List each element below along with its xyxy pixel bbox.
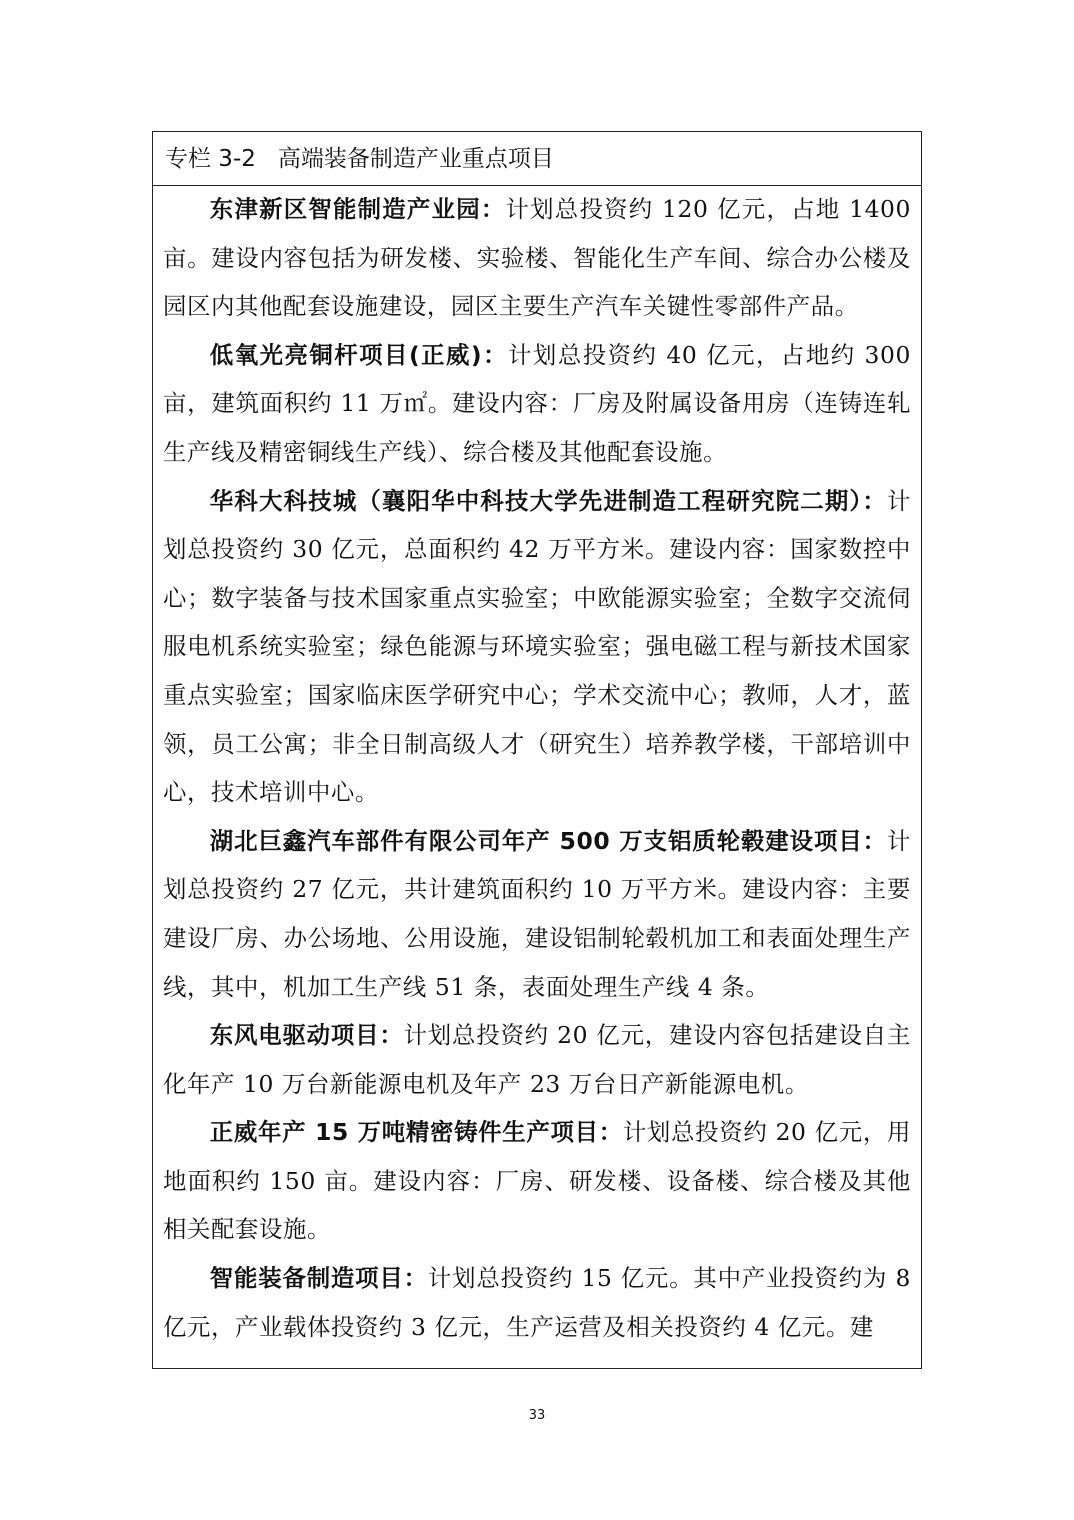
project-description: 计划总投资约 30 亿元，总面积约 42 万平方米。建设内容：国家数控中心；数字装备与技术国家重点实验室；中欧能源实验室；全数字交流伺服电机系统实验室；绿色能源与环境实验室；强电磁工程与新技术国家重点实验室；国家临床医学研究中心；学术交流中心；教师，人才，蓝领，员工公寓；非全日制高级人才（研究生）培养教学楼，干部培训中心，技术培训中心。	[163, 486, 911, 807]
project-description: 计划总投资约 15 亿元。其中产业投资约为 8 亿元，产业载体投资约 3 亿元，生产运营及相关投资约 4 亿元。建	[163, 1264, 912, 1341]
page-number: 33	[528, 1408, 546, 1423]
project-name: 正威年产 15 万吨精密铸件生产项目：	[209, 1118, 623, 1147]
project-description: 计划总投资约 27 亿元，共计建筑面积约 10 万平方米。建设内容：主要建设厂房、办公场地、公用设施，建设铝制轮毂机加工和表面处理生产线，其中，机加工生产线 51 条，表面处理生产线 4 条。	[163, 826, 911, 1001]
feature-box	[152, 131, 922, 1369]
project-item	[163, 331, 911, 477]
project-item	[163, 185, 911, 331]
project-item	[163, 477, 911, 817]
project-name: 湖北巨鑫汽车部件有限公司年产 500 万支铝质轮毂建设项目：	[209, 826, 887, 855]
box-label: 专栏 3-2	[165, 146, 256, 172]
project-description: 计划总投资约 20 亿元，建设内容包括建设自主化年产 10 万台新能源电机及年产 23 万台日产新能源电机。	[163, 1021, 911, 1098]
project-name: 华科大科技城（襄阳华中科技大学先进制造工程研究院二期）：	[209, 486, 887, 515]
project-description: 计划总投资约 40 亿元，占地约 300 亩，建筑面积约 11 万㎡。建设内容：厂房及附属设备用房（连铸连轧生产线及精密铜线生产线）、综合楼及其他配套设施。	[163, 340, 911, 466]
project-description: 计划总投资约 120 亿元，占地 1400 亩。建设内容包括为研发楼、实验楼、智能化生产车间、综合办公楼及园区内其他配套设施建设，园区主要生产汽车关键性零部件产品。	[163, 195, 912, 321]
box-title: 高端装备制造产业重点项目	[277, 146, 554, 172]
project-item	[163, 1011, 911, 1108]
project-description: 计划总投资约 20 亿元，用地面积约 150 亩。建设内容：厂房、研发楼、设备楼、综合楼及其他相关配套设施。	[163, 1118, 911, 1244]
project-item	[163, 817, 911, 1011]
project-name: 东津新区智能制造产业园：	[209, 195, 506, 223]
project-name: 低氧光亮铜杆项目(正威)：	[209, 340, 509, 369]
project-name: 智能装备制造项目：	[209, 1264, 428, 1293]
box-body	[153, 185, 921, 1351]
project-item	[163, 1254, 911, 1351]
project-item	[163, 1108, 911, 1254]
box-title-row	[153, 132, 921, 186]
project-name: 东风电驱动项目：	[209, 1021, 404, 1050]
